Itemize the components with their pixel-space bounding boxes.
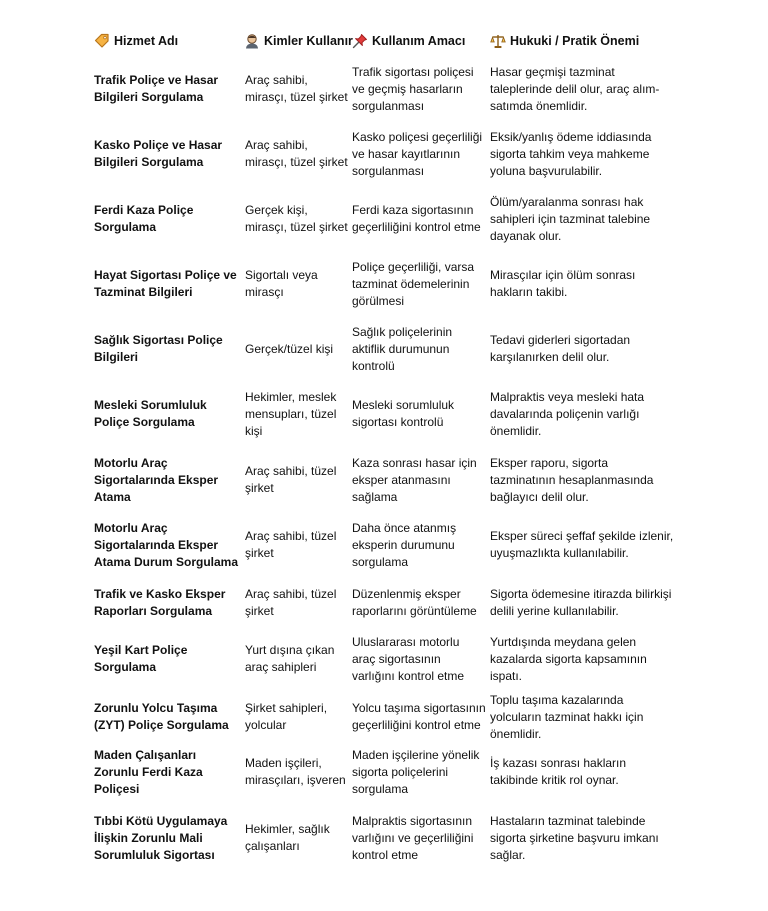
service-name: Yeşil Kart Poliçe Sorgulama — [94, 643, 188, 674]
importance-cell: Malpraktis veya mesleki hata davalarında poliçenin varlığı önemlidir. — [490, 389, 645, 438]
table-row — [0, 745, 768, 799]
importance-cell: Hasar geçmişi tazminat taleplerinde delil olur, araç alım-satımda önemlidir. — [490, 64, 660, 113]
service-name: Motorlu Araç Sigortalarında Eksper Atama Durum Sorgulama — [94, 520, 239, 569]
service-name: Kasko Poliçe ve Hasar Bilgileri Sorgulama — [94, 138, 223, 169]
table-row — [0, 453, 768, 507]
importance-cell: Toplu taşıma kazalarında yolcuların tazminat hakkı için önemlidir. — [490, 692, 644, 741]
purpose-cell: Sağlık poliçelerinin aktiflik durumunun kontrolü — [352, 324, 453, 373]
users-cell: Araç sahibi, tüzel şirket — [245, 587, 337, 618]
users-cell: Hekimler, sağlık çalışanları — [245, 822, 330, 853]
purpose-cell: Poliçe geçerliliği, varsa tazminat ödemelerinin görülmesi — [352, 259, 475, 308]
users-cell: Araç sahibi, mirasçı, tüzel şirket — [245, 73, 348, 104]
purpose-cell: Kaza sonrası hasar için eksper atanmasını sağlama — [352, 455, 477, 504]
users-cell: Yurt dışına çıkan araç sahipleri — [245, 643, 335, 674]
purpose-cell: Ferdi kaza sigortasının geçerliliğini kontrol etme — [352, 203, 481, 234]
users-cell: Araç sahibi, tüzel şirket — [245, 529, 337, 560]
tag-icon — [94, 33, 110, 49]
users-cell: Araç sahibi, tüzel şirket — [245, 464, 337, 495]
service-name: Zorunlu Yolcu Taşıma (ZYT) Poliçe Sorgulama — [94, 701, 229, 732]
purpose-cell: Uluslararası motorlu araç sigortasının varlığını kontrol etme — [352, 634, 465, 683]
header-service-label: Hizmet Adı — [114, 34, 179, 48]
table-row — [0, 322, 768, 376]
users-cell: Hekimler, meslek mensupları, tüzel kişi — [245, 389, 337, 438]
header-users-label: Kimler Kullanır — [264, 34, 353, 48]
purpose-cell: Yolcu taşıma sigortasının geçerliliğini kontrol etme — [352, 701, 486, 732]
scales-icon — [490, 33, 506, 49]
users-cell: Araç sahibi, mirasçı, tüzel şirket — [245, 138, 348, 169]
purpose-cell: Mesleki sorumluluk sigortası kontrolü — [352, 398, 455, 429]
importance-cell: Eksper raporu, sigorta tazminatının hesaplanmasında bağlayıcı delil olur. — [490, 455, 654, 504]
importance-cell: Yurtdışında meydana gelen kazalarda sigorta kapsamının ispatı. — [490, 634, 647, 683]
table-row — [0, 632, 768, 686]
service-name: Motorlu Araç Sigortalarında Eksper Atama — [94, 455, 219, 504]
table-row — [0, 62, 768, 116]
table-row — [0, 810, 768, 866]
users-cell: Gerçek kişi, mirasçı, tüzel şirket — [245, 203, 348, 234]
table-row — [0, 583, 768, 623]
table-row — [0, 127, 768, 181]
purpose-cell: Malpraktis sigortasının varlığını ve geçerliliğini kontrol etme — [352, 813, 474, 862]
service-name: Trafik ve Kasko Eksper Raporları Sorgulama — [94, 587, 226, 618]
users-cell: Şirket sahipleri, yolcular — [245, 701, 328, 732]
service-name: Hayat Sigortası Poliçe ve Tazminat Bilgileri — [94, 268, 237, 299]
service-name: Tıbbi Kötü Uygulamaya İlişkin Zorunlu Mali Sorumluluk Sigortası — [94, 813, 228, 862]
header-purpose — [352, 30, 465, 52]
table-row — [0, 387, 768, 441]
users-cell: Maden işçileri, mirasçıları, işveren — [245, 756, 346, 787]
importance-cell: Tedavi giderleri sigortadan karşılanırken delil olur. — [490, 333, 631, 364]
service-name: Mesleki Sorumluluk Poliçe Sorgulama — [94, 398, 207, 429]
pushpin-icon — [352, 33, 368, 49]
person-icon — [244, 33, 260, 49]
service-name: Ferdi Kaza Poliçe Sorgulama — [94, 203, 194, 234]
purpose-cell: Kasko poliçesi geçerliliği ve hasar kayıtlarının sorgulanması — [352, 129, 483, 178]
importance-cell: İş kazası sonrası hakların takibinde kritik rol oynar. — [490, 756, 627, 787]
table-row — [0, 518, 768, 572]
importance-cell: Mirasçılar için ölüm sonrası hakların takibi. — [490, 268, 636, 299]
service-name: Sağlık Sigortası Poliçe Bilgileri — [94, 333, 223, 364]
table-row — [0, 192, 768, 246]
importance-cell: Ölüm/yaralanma sonrası hak sahipleri için tazminat talebine dayanak olur. — [490, 194, 651, 243]
importance-cell: Eksper süreci şeffaf şekilde izlenir, uyuşmazlıkta kullanılabilir. — [490, 529, 674, 560]
importance-cell: Hastaların tazminat talebinde sigorta şirketine başvuru imkanı sağlar. — [490, 813, 659, 862]
purpose-cell: Trafik sigortası poliçesi ve geçmiş hasarların sorgulanması — [352, 64, 474, 113]
service-name: Trafik Poliçe ve Hasar Bilgileri Sorgulama — [94, 73, 219, 104]
purpose-cell: Daha önce atanmış eksperin durumunu sorgulama — [352, 520, 457, 569]
importance-cell: Eksik/yanlış ödeme iddiasında sigorta tahkim veya mahkeme yoluna başvurulabilir. — [490, 129, 652, 178]
header-purpose-label: Kullanım Amacı — [372, 34, 466, 48]
service-name: Maden Çalışanları Zorunlu Ferdi Kaza Poliçesi — [94, 747, 203, 796]
header-service — [94, 30, 178, 52]
importance-cell: Sigorta ödemesine itirazda bilirkişi delili yerine kullanılabilir. — [490, 587, 672, 618]
header-importance — [490, 30, 639, 52]
header-importance-label: Hukuki / Pratik Önemi — [510, 34, 640, 48]
purpose-cell: Düzenlenmiş eksper raporlarını görüntüleme — [352, 587, 477, 618]
table-row — [0, 257, 768, 311]
users-cell: Sigortalı veya mirasçı — [245, 268, 318, 299]
purpose-cell: Maden işçilerine yönelik sigorta poliçelerini sorgulama — [352, 747, 480, 796]
table-row — [0, 692, 768, 741]
users-cell: Gerçek/tüzel kişi — [245, 341, 334, 356]
header-users — [244, 30, 353, 52]
